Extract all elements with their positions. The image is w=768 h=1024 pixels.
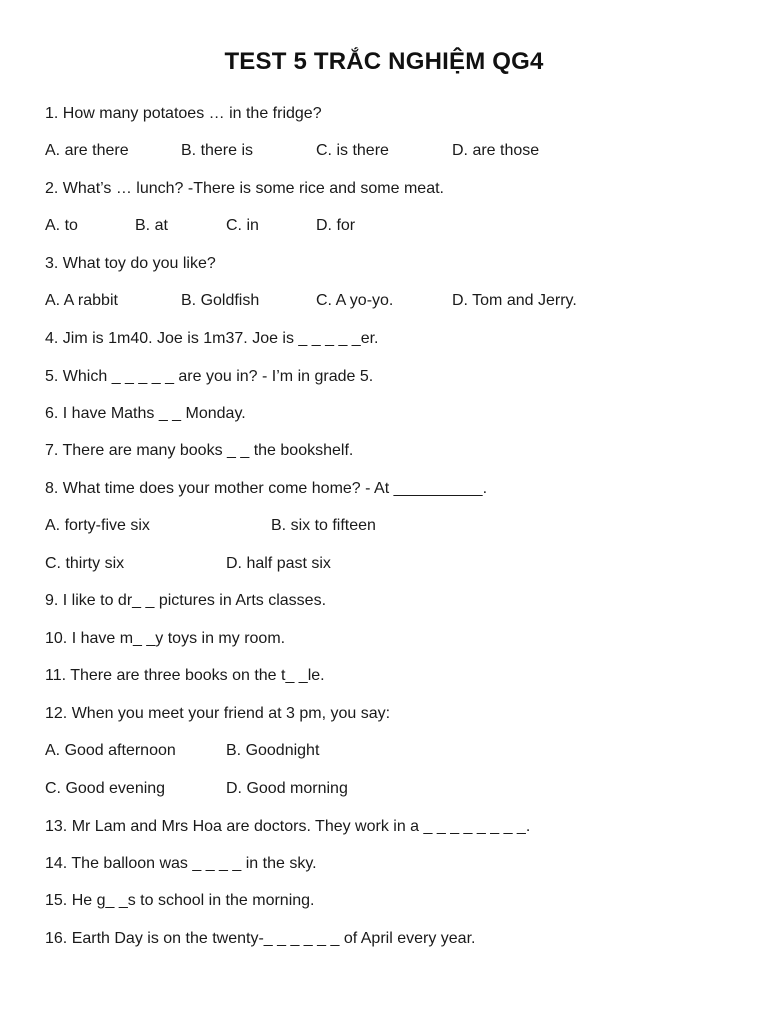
question-16: 16. Earth Day is on the twenty-_ _ _ _ _ _ of April every year. bbox=[45, 930, 476, 947]
question-4: 4. Jim is 1m40. Joe is 1m37. Joe is _ _ _ _ _er. bbox=[45, 330, 379, 347]
option-1b: B. there is bbox=[181, 142, 254, 159]
question-1: 1. How many potatoes … in the fridge? bbox=[45, 105, 322, 122]
option-8c: C. thirty six bbox=[45, 555, 125, 572]
question-15: 15. He g_ _s to school in the morning. bbox=[45, 892, 315, 909]
options-row-8a bbox=[45, 514, 725, 538]
options-row-8b bbox=[45, 552, 725, 576]
question-6: 6. I have Maths _ _ Monday. bbox=[45, 405, 246, 422]
question-9: 9. I like to dr_ _ pictures in Arts classes. bbox=[45, 592, 327, 609]
options-row-12b bbox=[45, 777, 725, 801]
option-12c: C. Good evening bbox=[45, 780, 166, 797]
option-2b: B. at bbox=[135, 217, 168, 234]
question-14: 14. The balloon was _ _ _ _ in the sky. bbox=[45, 855, 317, 872]
option-1c: C. is there bbox=[316, 142, 389, 159]
options-row-3 bbox=[45, 289, 725, 313]
options-row-2 bbox=[45, 214, 725, 238]
question-7: 7. There are many books _ _ the bookshelf. bbox=[45, 442, 354, 459]
page-title: TEST 5 TRẮC NGHIỆM QG4 bbox=[224, 48, 544, 75]
option-3c: C. A yo-yo. bbox=[316, 292, 394, 309]
option-2c: C. in bbox=[226, 217, 259, 234]
question-12: 12. When you meet your friend at 3 pm, you say: bbox=[45, 705, 391, 722]
option-8a: A. forty-five six bbox=[45, 517, 150, 534]
options-row-12a bbox=[45, 739, 725, 763]
option-2a: A. to bbox=[45, 217, 78, 234]
question-3: 3. What toy do you like? bbox=[45, 255, 216, 272]
option-3b: B. Goldfish bbox=[181, 292, 260, 309]
option-1d: D. are those bbox=[452, 142, 540, 159]
question-8: 8. What time does your mother come home? - At __________. bbox=[45, 480, 488, 497]
question-5: 5. Which _ _ _ _ _ are you in? - I’m in grade 5. bbox=[45, 368, 374, 385]
options-row-1 bbox=[45, 139, 725, 163]
option-3d: D. Tom and Jerry. bbox=[452, 292, 577, 309]
question-11: 11. There are three books on the t_ _le. bbox=[45, 667, 325, 684]
option-8d: D. half past six bbox=[226, 555, 331, 572]
option-12d: D. Good morning bbox=[226, 780, 348, 797]
option-12a: A. Good afternoon bbox=[45, 742, 176, 759]
question-2: 2. What’s … lunch? -There is some rice and some meat. bbox=[45, 180, 444, 197]
option-3a: A. A rabbit bbox=[45, 292, 118, 309]
question-10: 10. I have m_ _y toys in my room. bbox=[45, 630, 286, 647]
question-13: 13. Mr Lam and Mrs Hoa are doctors. They work in a _ _ _ _ _ _ _ _. bbox=[45, 818, 531, 835]
option-1a: A. are there bbox=[45, 142, 129, 159]
option-8b: B. six to fifteen bbox=[271, 517, 376, 534]
option-2d: D. for bbox=[316, 217, 356, 234]
option-12b: B. Goodnight bbox=[226, 742, 320, 759]
